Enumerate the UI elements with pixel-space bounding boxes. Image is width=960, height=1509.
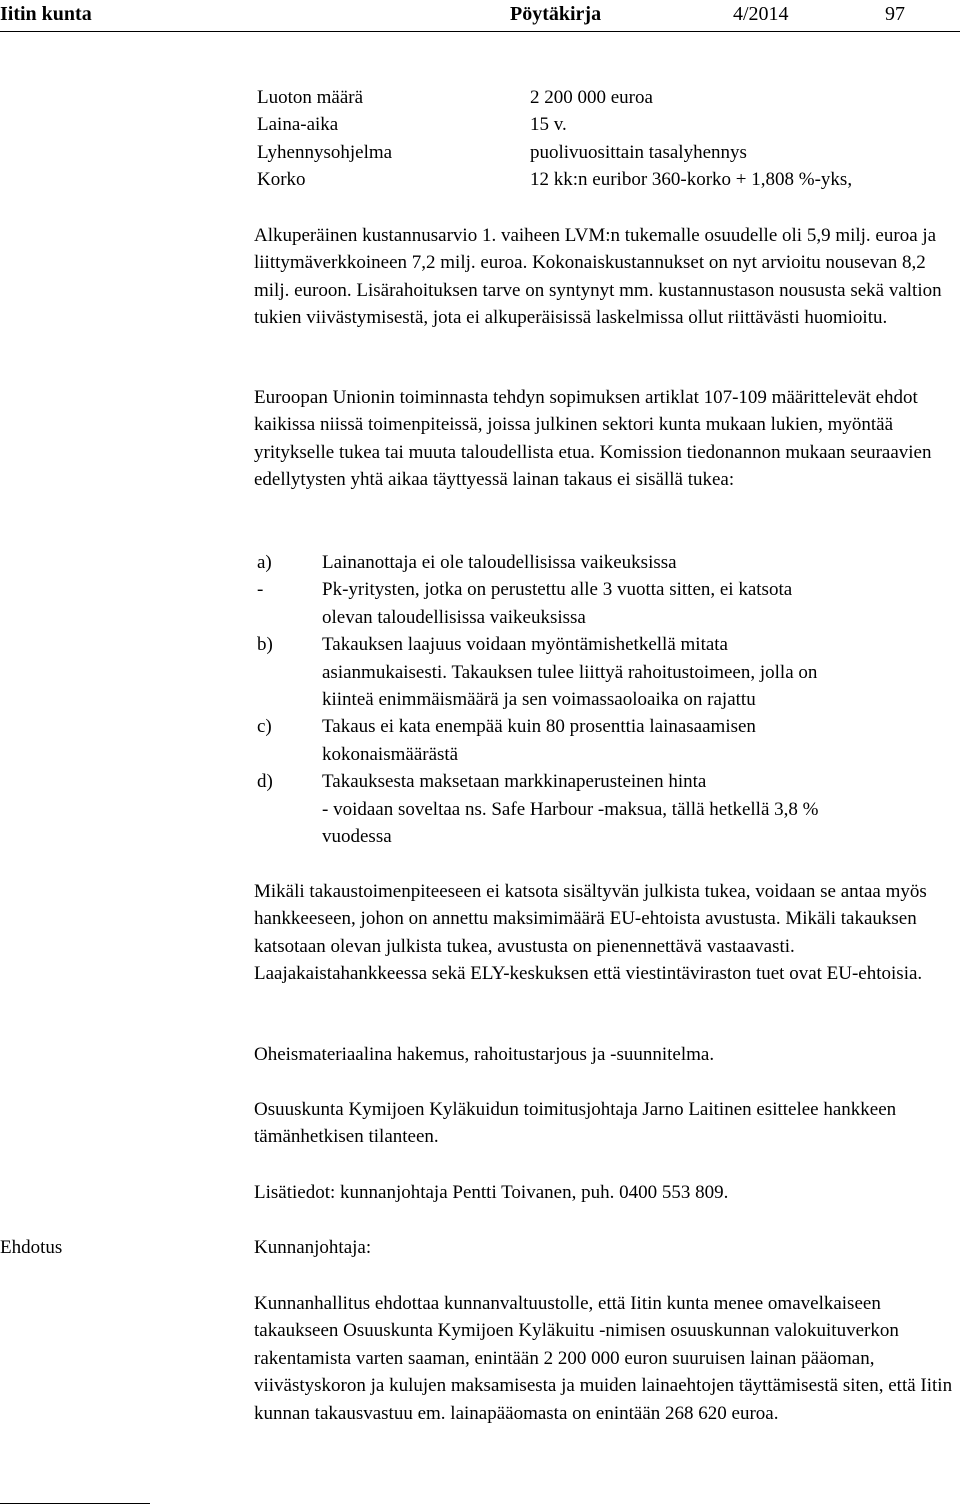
loan-value: 2 200 000 euroa: [530, 87, 653, 108]
conditions-list: [257, 549, 957, 850]
state-aid-paragraph: Mikäli takaustoimenpiteeseen ei katsota sisältyvän julkista tukea, voidaan se antaa myös hankkeeseen, johon on annettu maksimimäärä EU-ehtoista avustusta. Mikäli takauksen katsotaan olevan julkista tukea, avustusta on pienennettävä vastaavasti. Laajakaistahankkeessa sekä ELY-keskuksen että viestintäviraston tuet ovat EU-ehtoisia.: [254, 881, 927, 985]
proposer-label: Kunnanjohtaja:: [254, 1237, 372, 1258]
list-text: Takauksen laajuus voidaan myöntämishetkellä mitata asianmukaisesti. Takauksen tulee liittyä rahoitustoimeen, jolla on kiinteä enimmäismäärä ja sen voimassaoloaika on rajattu: [322, 634, 818, 711]
contact-info-paragraph: Lisätiedot: kunnanjohtaja Pentti Toivanen, puh. 0400 553 809.: [254, 1182, 729, 1203]
document-type: Pöytäkirja: [510, 3, 602, 25]
attachments-paragraph: Oheismateriaalina hakemus, rahoitustarjous ja -suunnitelma.: [254, 1044, 715, 1065]
footnote-divider: [0, 1503, 150, 1504]
loan-value: puolivuosittain tasalyhennys: [530, 141, 747, 163]
list-text: Takaus ei kata enempää kuin 80 prosenttia lainasaamisen kokonaismäärästä: [322, 716, 756, 765]
document-number: 4/2014: [733, 3, 789, 25]
list-marker: d): [257, 771, 273, 793]
list-marker: -: [257, 579, 264, 601]
proposal-side-label: Ehdotus: [0, 1237, 63, 1258]
loan-label: Lyhennysohjelma: [257, 141, 393, 163]
loan-label: Luoton määrä: [257, 87, 364, 108]
list-marker: a): [257, 552, 272, 573]
list-marker: b): [257, 634, 273, 656]
list-text: Lainanottaja ei ole taloudellisissa vaikeuksissa: [322, 552, 677, 573]
presentation-paragraph: Osuuskunta Kymijoen Kyläkuidun toimitusjohtaja Jarno Laitinen esittelee hankkeen tämänhetkisen tilanteen.: [254, 1099, 897, 1148]
proposal-paragraph: Kunnanhallitus ehdottaa kunnanvaltuustolle, että Iitin kunta menee omavelkaiseen takaukseen Osuuskunta Kymijoen Kyläkuitu -nimisen osuuskunnan valokuituverkon rakentamista varten saaman, enintään 2 200 000 euron suuruisen lainan pääoman, viivästyskoron ja kulujen maksamisesta ja muiden lainaehtojen täyttämisestä siten, että Iitin kunnan takausvastuu em. lainapääomasta on enintään 268 620 euroa.: [254, 1293, 953, 1424]
list-item: [257, 768, 957, 850]
page-number: 97: [885, 3, 905, 25]
eu-rules-paragraph: Euroopan Unionin toiminnasta tehdyn sopimuksen artiklat 107-109 määrittelevät ehdot kaikissa niissä toimenpiteissä, joissa julkinen sektori kunta mukaan lukien, myöntää yritykselle tukea tai muuta taloudellista etua. Komission tiedonannon mukaan seuraavien edellytysten yhtä aikaa täyttyessä lainan takaus ei sisällä tukea:: [254, 387, 932, 491]
list-item: [257, 576, 957, 631]
page-header: [0, 0, 960, 32]
list-item: [257, 713, 957, 768]
list-marker: c): [257, 716, 272, 738]
list-text: Takauksesta maksetaan markkinaperusteinen hinta - voidaan soveltaa ns. Safe Harbour -maksua, tällä hetkellä 3,8 % vuodessa: [322, 771, 819, 848]
loan-value: 12 kk:n euribor 360-korko + 1,808 %-yks,: [530, 169, 853, 191]
loan-value: 15 v.: [530, 114, 567, 136]
list-item: [257, 631, 957, 713]
loan-label: Korko: [257, 169, 306, 191]
list-text: Pk-yritysten, jotka on perustettu alle 3 vuotta sitten, ei katsota olevan taloudellisissa vaikeuksissa: [322, 579, 793, 628]
organization-name: Iitin kunta: [0, 3, 92, 25]
loan-label: Laina-aika: [257, 114, 339, 136]
list-item: [257, 549, 957, 576]
cost-estimate-paragraph: Alkuperäinen kustannusarvio 1. vaiheen LVM:n tukemalle osuudelle oli 5,9 milj. euroa ja liittymäverkkoineen 7,2 milj. euroa. Kokonaiskustannukset on nyt arvioitu nousevan 8,2 milj. euroon. Lisärahoituksen tarve on syntynyt mm. kustannustason noususta sekä valtion tukien viivästymisestä, jota ei alkuperäisissä laskelmissa ollut riittävästi huomioitu.: [254, 225, 942, 329]
